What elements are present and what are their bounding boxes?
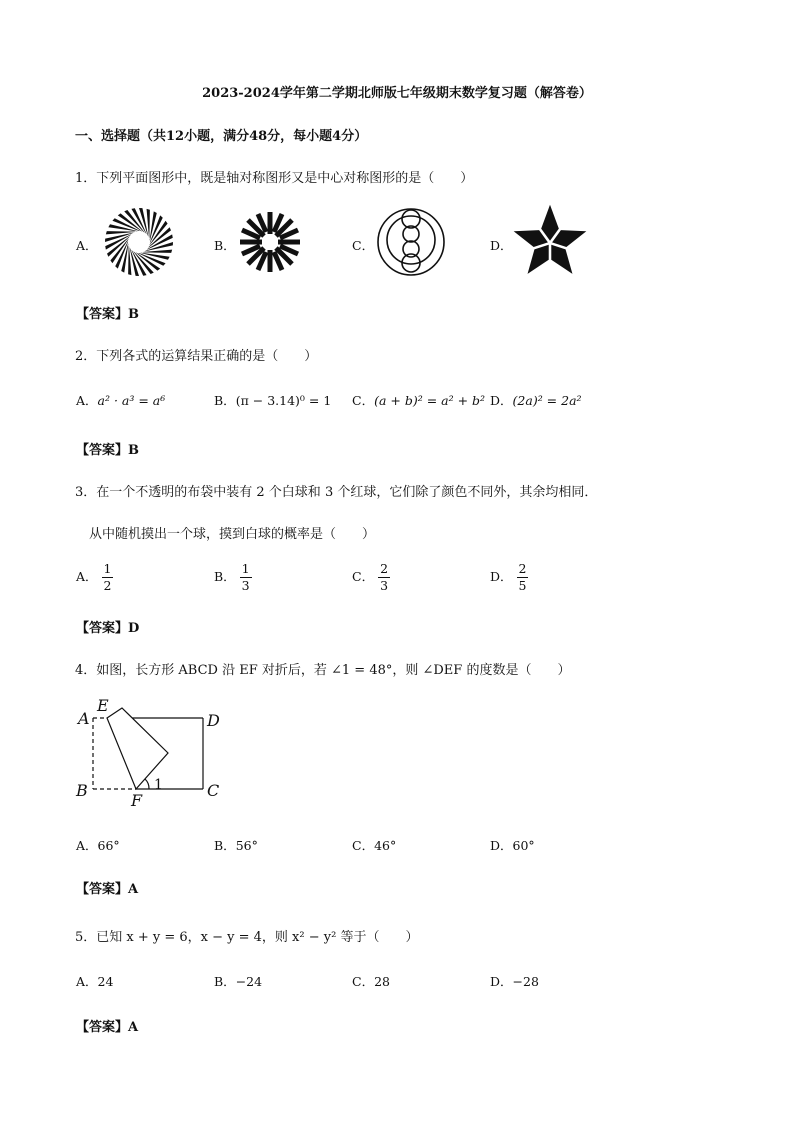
label-f: F (131, 791, 143, 810)
q2-option-a (76, 391, 165, 409)
option-letter: A． (76, 569, 98, 584)
section-heading: 一、选择题（共12小题，满分48分，每小题4分） (75, 129, 368, 144)
q5-option-d (490, 972, 539, 990)
q4-option-c (352, 836, 396, 854)
answer-5 (76, 1016, 138, 1035)
q1-option-d-letter: D． (490, 238, 513, 253)
q5-option-b (214, 972, 262, 990)
q1-option-a-letter: A． (76, 238, 98, 253)
option-text: −24 (235, 974, 263, 989)
option-letter: D． (490, 393, 513, 408)
question-4-stem: 4．如图，长方形 ABCD 沿 EF 对折后，若 ∠1 = 48°，则 ∠DEF 的度数是（ ） (75, 663, 571, 678)
option-letter: D． (490, 838, 513, 853)
option-text: 56° (235, 838, 258, 853)
q3-option-b (214, 561, 252, 594)
numerator: 1 (241, 561, 250, 576)
fraction (240, 561, 252, 594)
q3-option-c (352, 561, 390, 594)
question-3-stem-line2: 从中随机摸出一个球，摸到白球的概率是（ ） (89, 527, 376, 542)
answer-label: 【答案】 (76, 1020, 129, 1035)
numerator: 1 (103, 561, 112, 576)
option-letter: D． (490, 569, 513, 584)
answer-1 (76, 303, 139, 322)
label-c: C (207, 781, 220, 800)
option-formula: (2a)² = 2a² (512, 393, 582, 408)
label-e: E (97, 696, 109, 715)
fraction (102, 561, 114, 594)
q1-option-d-pentagon-star-figure (512, 205, 588, 279)
question-1-stem: 1．下列平面图形中，既是轴对称图形又是中心对称图形的是（ ） (75, 171, 474, 186)
denominator: 3 (241, 578, 250, 593)
option-letter: C． (352, 569, 375, 584)
angle-1-label: 1 (154, 777, 163, 793)
option-text: 66° (97, 838, 120, 853)
q1-option-c-circles-figure (376, 207, 446, 277)
answer-label: 【答案】 (76, 882, 129, 897)
option-text: −28 (512, 974, 539, 989)
option-letter: C． (352, 974, 375, 989)
option-letter: B． (214, 569, 236, 584)
q1-option-c-letter: C． (352, 238, 375, 253)
answer-value: A (128, 1020, 139, 1035)
label-d: D (207, 711, 220, 730)
q2-option-c (352, 391, 485, 409)
q4-rectangle-fold-figure (70, 695, 230, 810)
option-letter: A． (76, 974, 98, 989)
option-text: 46° (374, 838, 397, 853)
option-letter: B． (214, 838, 236, 853)
answer-2 (76, 439, 139, 458)
option-formula: (π − 3.14)⁰ = 1 (235, 393, 332, 408)
option-letter: A． (76, 393, 98, 408)
question-3-stem-line1: 3．在一个不透明的布袋中装有 2 个白球和 3 个红球，它们除了颜色不同外，其余均相同． (75, 485, 598, 500)
option-text: 24 (97, 974, 114, 989)
option-text: 60° (512, 838, 535, 853)
q5-option-a (76, 972, 113, 990)
denominator: 2 (103, 578, 112, 593)
answer-value: D (128, 621, 140, 636)
option-letter: C． (352, 838, 375, 853)
q2-option-d (490, 391, 582, 409)
option-formula: a² · a³ = a⁶ (97, 393, 166, 408)
option-letter: C． (352, 393, 375, 408)
option-letter: A． (76, 838, 98, 853)
q5-option-c (352, 972, 390, 990)
answer-label: 【答案】 (76, 443, 129, 458)
answer-label: 【答案】 (76, 621, 129, 636)
option-letter: D． (490, 974, 513, 989)
denominator: 5 (518, 578, 527, 593)
q4-option-d (490, 836, 535, 854)
q4-option-b (214, 836, 258, 854)
question-5-stem: 5．已知 x + y = 6，x − y = 4，则 x² − y² 等于（ ） (75, 930, 419, 945)
answer-value: B (128, 443, 140, 458)
q2-option-b (214, 391, 331, 409)
q1-option-a-spiral-figure (103, 206, 175, 278)
denominator: 3 (380, 578, 389, 593)
numerator: 2 (380, 561, 389, 576)
q1-option-b-letter: B． (214, 238, 236, 253)
option-letter: B． (214, 974, 236, 989)
answer-value: A (128, 882, 139, 897)
numerator: 2 (518, 561, 527, 576)
option-text: 28 (374, 974, 390, 989)
fraction (517, 561, 529, 594)
answer-3 (76, 617, 139, 636)
label-b: B (76, 781, 88, 800)
q4-option-a (76, 836, 120, 854)
answer-value: B (128, 307, 140, 322)
answer-4 (76, 878, 138, 897)
label-a: A (78, 709, 90, 728)
q3-option-d (490, 561, 528, 594)
option-formula: (a + b)² = a² + b² (374, 393, 486, 408)
question-2-stem: 2．下列各式的运算结果正确的是（ ） (75, 349, 318, 364)
q3-option-a (76, 561, 113, 594)
answer-label: 【答案】 (76, 307, 129, 322)
option-letter: B． (214, 393, 236, 408)
q1-option-b-star-figure (238, 210, 302, 274)
page-title: 2023-2024学年第二学期北师版七年级期末数学复习题（解答卷） (202, 86, 592, 101)
fraction (378, 561, 390, 594)
